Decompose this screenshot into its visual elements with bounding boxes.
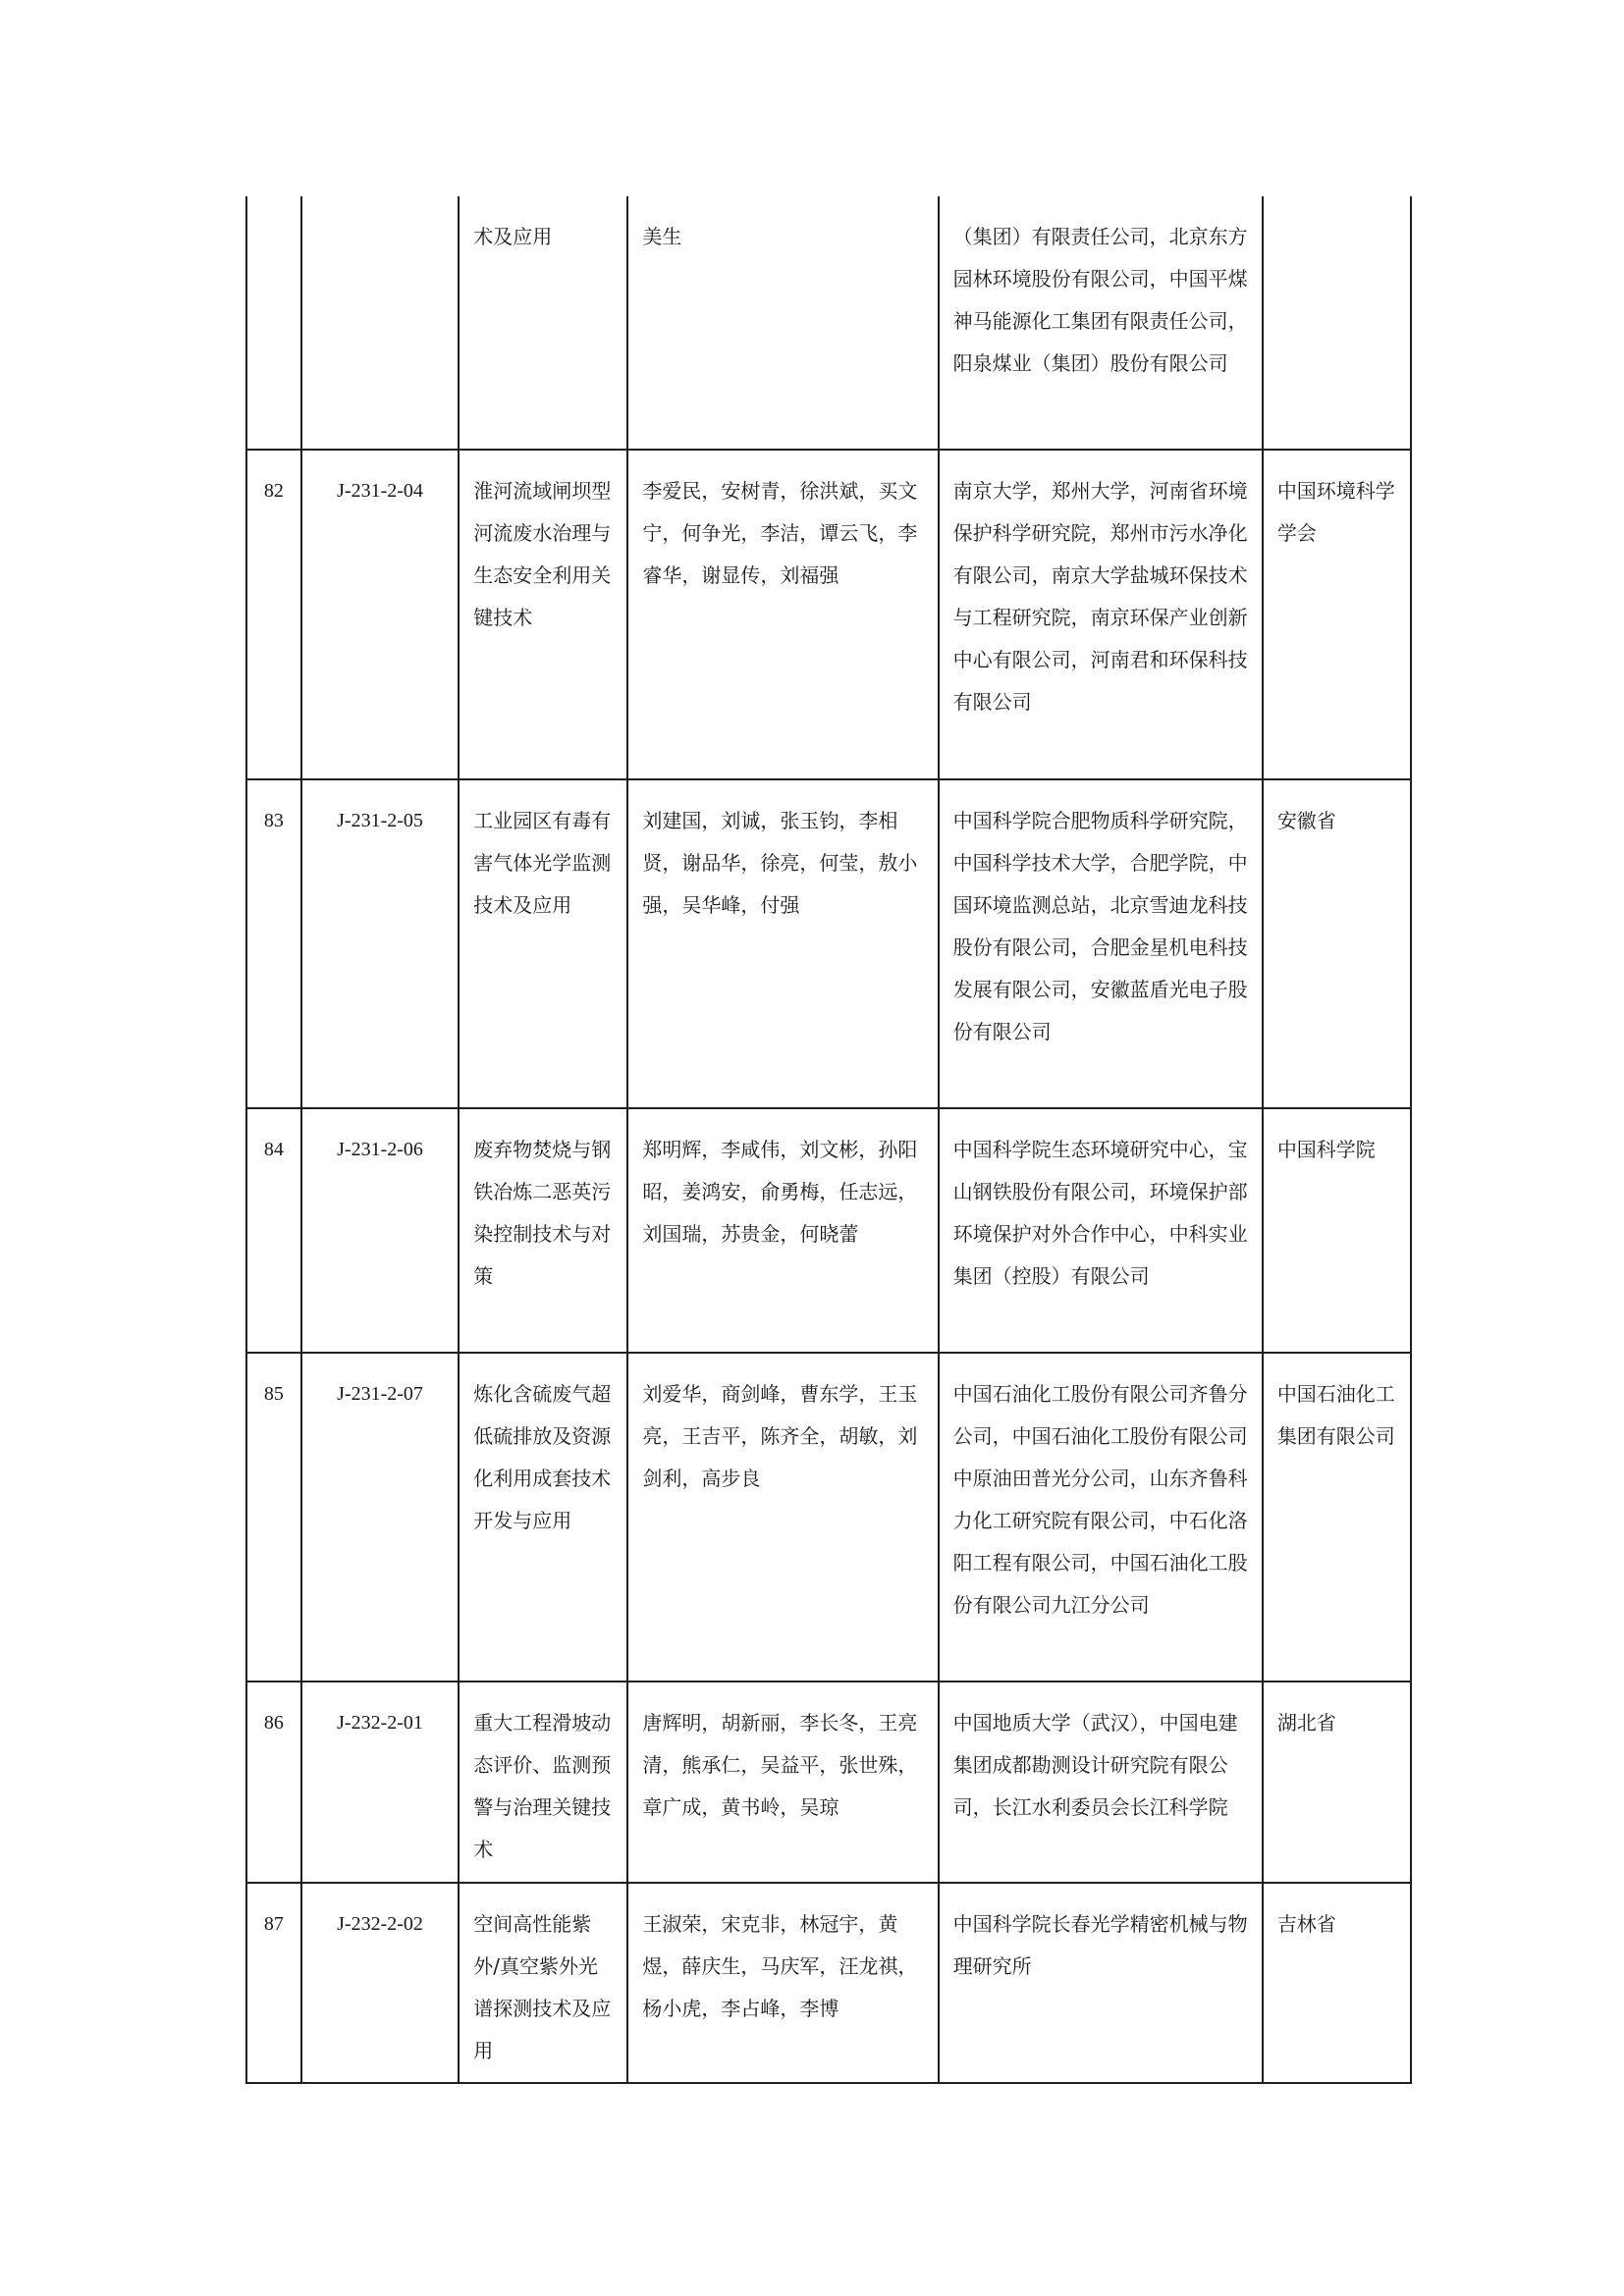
project-code: J-231-2-07 — [301, 1353, 459, 1682]
project-people: 王淑荣，宋克非，林冠宇，黄煜，薛庆生，马庆军，汪龙祺，杨小虎，李占峰，李博 — [627, 1883, 938, 2083]
table-row — [246, 1682, 1411, 1883]
project-people: 刘爱华，商剑峰，曹东学，王玉亮，王吉平，陈齐全，胡敏，刘剑利，高步良 — [627, 1353, 938, 1682]
project-code: J-232-2-01 — [301, 1682, 459, 1883]
row-number — [246, 196, 301, 450]
award-table — [245, 196, 1412, 2084]
row-number: 86 — [246, 1682, 301, 1883]
table-row — [246, 1883, 1411, 2083]
project-title: 重大工程滑坡动态评价、监测预警与治理关键技术 — [459, 1682, 627, 1883]
project-nominator: 中国石油化工集团有限公司 — [1263, 1353, 1411, 1682]
project-title: 淮河流域闸坝型河流废水治理与生态安全利用关键技术 — [459, 450, 627, 779]
row-number: 84 — [246, 1108, 301, 1353]
table-row — [246, 779, 1411, 1108]
project-title: 术及应用 — [459, 196, 627, 450]
project-people: 刘建国，刘诚，张玉钧，李相贤，谢品华，徐亮，何莹，敖小强，吴华峰，付强 — [627, 779, 938, 1108]
project-title: 工业园区有毒有害气体光学监测技术及应用 — [459, 779, 627, 1108]
project-units: 中国石油化工股份有限公司齐鲁分公司，中国石油化工股份有限公司中原油田普光分公司，山东齐鲁科力化工研究院有限公司，中石化洛阳工程有限公司，中国石油化工股份有限公司九江分公司 — [939, 1353, 1263, 1682]
table-row — [246, 450, 1411, 779]
project-units: （集团）有限责任公司，北京东方园林环境股份有限公司，中国平煤神马能源化工集团有限责任公司，阳泉煤业（集团）股份有限公司 — [939, 196, 1263, 450]
project-title: 废弃物焚烧与钢铁冶炼二恶英污染控制技术与对策 — [459, 1108, 627, 1353]
project-code: J-231-2-05 — [301, 779, 459, 1108]
row-number: 83 — [246, 779, 301, 1108]
project-units: 中国地质大学（武汉），中国电建集团成都勘测设计研究院有限公司，长江水利委员会长江科学院 — [939, 1682, 1263, 1883]
row-number: 85 — [246, 1353, 301, 1682]
project-nominator: 吉林省 — [1263, 1883, 1411, 2083]
row-number: 87 — [246, 1883, 301, 2083]
project-nominator: 中国环境科学学会 — [1263, 450, 1411, 779]
project-nominator: 湖北省 — [1263, 1682, 1411, 1883]
project-nominator: 中国科学院 — [1263, 1108, 1411, 1353]
table-row — [246, 196, 1411, 450]
project-code: J-232-2-02 — [301, 1883, 459, 2083]
project-code: J-231-2-06 — [301, 1108, 459, 1353]
project-units: 中国科学院合肥物质科学研究院，中国科学技术大学，合肥学院，中国环境监测总站，北京雪迪龙科技股份有限公司，合肥金星机电科技发展有限公司，安徽蓝盾光电子股份有限公司 — [939, 779, 1263, 1108]
project-units: 中国科学院长春光学精密机械与物理研究所 — [939, 1883, 1263, 2083]
project-code: J-231-2-04 — [301, 450, 459, 779]
project-units: 中国科学院生态环境研究中心，宝山钢铁股份有限公司，环境保护部环境保护对外合作中心，中科实业集团（控股）有限公司 — [939, 1108, 1263, 1353]
table-row — [246, 1353, 1411, 1682]
table-row — [246, 1108, 1411, 1353]
row-number: 82 — [246, 450, 301, 779]
project-title: 炼化含硫废气超低硫排放及资源化利用成套技术开发与应用 — [459, 1353, 627, 1682]
project-people: 李爱民，安树青，徐洪斌，买文宁，何争光，李洁，谭云飞，李睿华，谢显传，刘福强 — [627, 450, 938, 779]
project-nominator — [1263, 196, 1411, 450]
project-people: 唐辉明，胡新丽，李长冬，王亮清，熊承仁，吴益平，张世殊，章广成，黄书岭，吴琼 — [627, 1682, 938, 1883]
project-people: 郑明辉，李咸伟，刘文彬，孙阳昭，姜鸿安，俞勇梅，任志远，刘国瑞，苏贵金，何晓蕾 — [627, 1108, 938, 1353]
project-nominator: 安徽省 — [1263, 779, 1411, 1108]
project-title: 空间高性能紫外/真空紫外光谱探测技术及应用 — [459, 1883, 627, 2083]
project-units: 南京大学，郑州大学，河南省环境保护科学研究院，郑州市污水净化有限公司，南京大学盐城环保技术与工程研究院，南京环保产业创新中心有限公司，河南君和环保科技有限公司 — [939, 450, 1263, 779]
project-people: 美生 — [627, 196, 938, 450]
project-code — [301, 196, 459, 450]
